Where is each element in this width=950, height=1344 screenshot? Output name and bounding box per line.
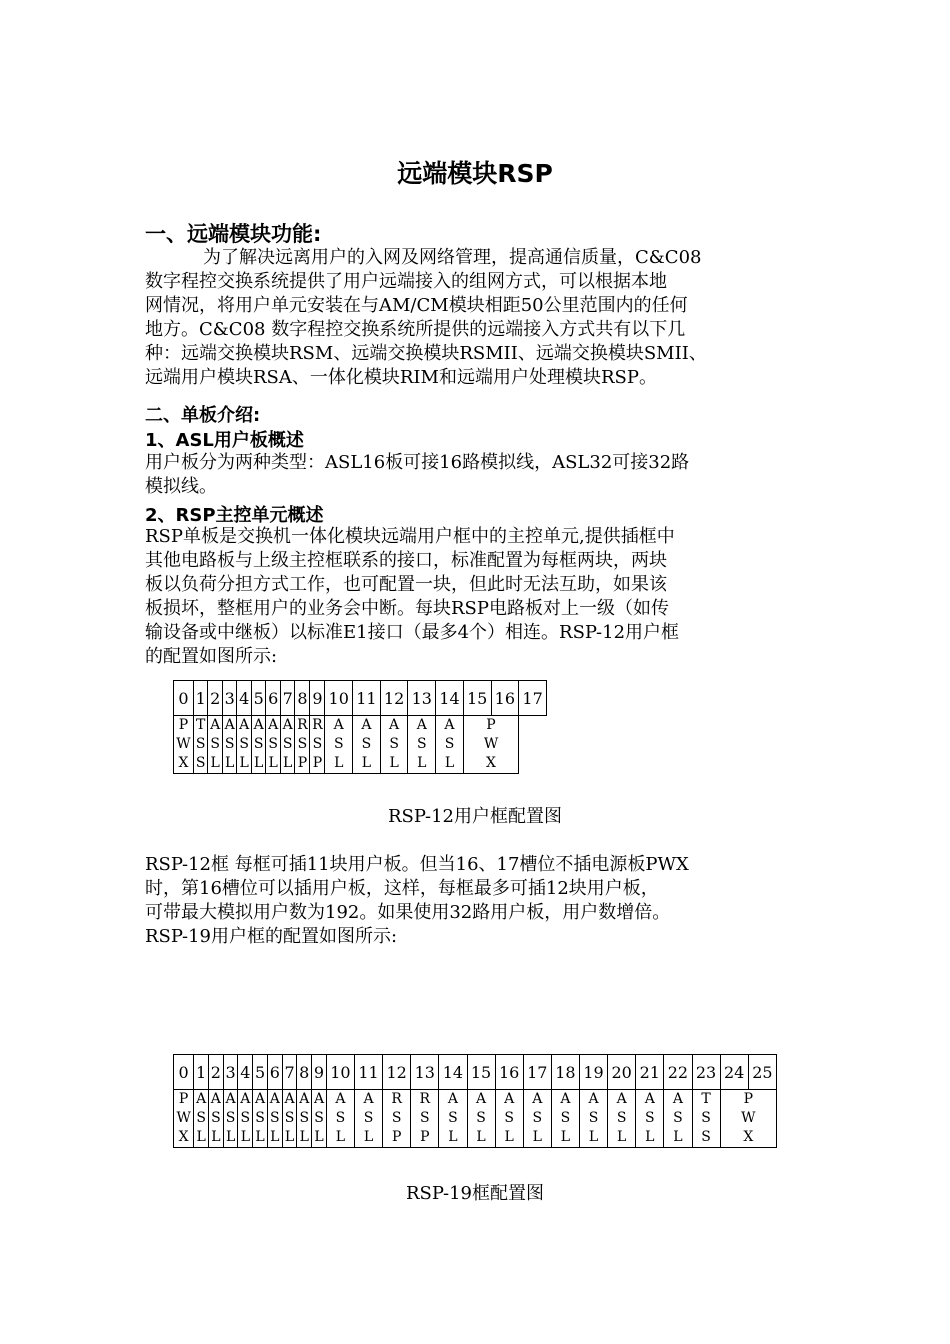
board-type-cell [237,716,252,774]
board-type-cell [223,1090,238,1148]
text-line: 输设备或中继板）以标准E1接口（最多4个）相连。RSP-12用户框 [145,622,680,643]
slot-number: 10 [325,681,353,716]
board-type-letter: L [417,755,427,771]
board-type-letter: L [361,755,372,771]
board-type-letter: P [420,1129,430,1145]
slot-number: 17 [519,681,547,716]
board-type-cell [580,1090,608,1148]
board-type-letter: L [196,1129,206,1145]
board-type-letter: A [560,1091,571,1107]
board-type-cell [282,1090,297,1148]
board-type-letter: A [210,717,221,733]
text-line: 远端用户模块RSA、一体化模块RIM和远端用户处理模块RSP。 [145,367,657,388]
board-type-cell [664,1090,692,1148]
board-type-letter: R [297,717,308,733]
board-type-letter: A [225,1091,236,1107]
board-type-letter: L [363,1129,374,1145]
slot-number: 9 [312,1055,327,1090]
board-type-letter: A [313,1091,325,1107]
rsp12-slot-table [173,680,547,774]
board-type-letter: S [284,1110,295,1126]
board-type-cell [551,1090,579,1148]
board-type-letter: S [532,1110,543,1126]
board-type-letter: S [335,1110,346,1126]
text-line: 用户板分为两种类型：ASL16板可接16路模拟线，ASL32可接32路 [145,452,690,473]
board-type-letter: A [447,1091,458,1107]
board-type-letter: S [391,1110,402,1126]
slot-number: 0 [174,681,194,716]
board-type-letter: S [195,755,206,771]
board-type-letter: S [560,1110,571,1126]
board-type-letter: L [645,1129,655,1145]
slot-number: 23 [692,1055,720,1090]
board-type-letter: S [389,736,399,752]
slot-number: 9 [310,681,325,716]
board-type-letter: A [239,717,250,733]
board-type-letter: L [617,1129,627,1145]
board-type-letter: S [645,1110,655,1126]
board-type-cell [295,716,310,774]
board-type-letter: S [239,736,249,752]
board-type-cell [174,1090,194,1148]
text-line: 其他电路板与上级主控框联系的接口，标准配置为每框两块，两块 [145,550,667,571]
board-type-letter: S [270,1110,280,1126]
slot-number: 7 [280,681,295,716]
text-line: 的配置如图所示: [145,646,278,667]
board-type-letter: A [240,1091,251,1107]
slot-number: 24 [720,1055,748,1090]
board-type-letter: A [224,717,235,733]
board-type-cell [408,716,436,774]
text-line: 地方。C&C08 数字程控交换系统所提供的远端接入方式共有以下几 [145,319,686,340]
board-type-letter: R [391,1091,402,1107]
board-type-letter: P [312,755,323,771]
slot-number-row [174,1055,777,1090]
board-type-cell [297,1090,312,1148]
board-type-cell [310,716,325,774]
board-type-letter: S [673,1110,683,1126]
board-type-letter: L [225,1129,236,1145]
slot-number: 21 [636,1055,664,1090]
board-type-letter: A [363,1091,374,1107]
slot-number: 16 [495,1055,523,1090]
board-type-letter: S [211,1110,221,1126]
board-type-letter: L [284,1129,295,1145]
section-heading-functions: 一、远端模块功能: [145,222,322,246]
board-type-letter: S [420,1110,430,1126]
slot-number: 1 [194,1055,209,1090]
subheading-asl: 1、ASL用户板概述 [145,430,304,451]
board-type-letter: S [224,736,235,752]
board-type-letter: A [588,1091,599,1107]
board-type-letter: P [178,1091,189,1107]
board-type-letter: S [196,1110,206,1126]
board-type-letter: L [334,755,344,771]
board-type-letter: W [176,1110,191,1126]
slot-number: 5 [251,681,266,716]
board-type-cell [636,1090,664,1148]
board-type-letter: S [297,736,308,752]
board-type-letter: A [532,1091,543,1107]
slot-number: 19 [580,1055,608,1090]
board-type-letter: W [741,1110,756,1126]
board-type-cell [266,716,281,774]
board-type-letter: A [444,717,455,733]
board-type-letter: A [416,717,427,733]
text-line: RSP-19用户框的配置如图所示: [145,926,398,947]
board-type-cell [222,716,237,774]
board-type-cell [355,1090,383,1148]
text-line: 网情况，将用户单元安装在与AM/CM模块相距50公里范围内的任何 [145,295,688,316]
board-type-cell [692,1090,720,1148]
board-type-letter: S [444,736,455,752]
board-type-letter: L [255,1129,265,1145]
board-type-cell [467,1090,495,1148]
board-type-letter: S [448,1110,458,1126]
board-type-letter: L [476,1129,486,1145]
board-type-cell [325,716,353,774]
board-type-letter: P [743,1091,754,1107]
board-type-letter: S [588,1110,599,1126]
board-type-letter: L [532,1129,542,1145]
board-type-letter: S [476,1110,486,1126]
board-type-letter: L [254,755,264,771]
text-line: 板以负荷分担方式工作，也可配置一块，但此时无法互助，如果该 [145,574,667,595]
board-type-letter: W [483,736,499,752]
slot-number: 18 [551,1055,579,1090]
board-type-letter: A [284,1091,295,1107]
board-type-letter: X [178,1129,189,1145]
slot-number: 4 [238,1055,253,1090]
board-type-cell [523,1090,551,1148]
board-type-letter: A [253,717,264,733]
slot-number: 2 [208,681,223,716]
board-type-letter: T [701,1091,711,1107]
slot-number: 11 [353,681,381,716]
slot-number: 8 [297,1055,312,1090]
board-type-cell [194,1090,209,1148]
board-type-letter: L [673,1129,683,1145]
board-type-letter: S [363,1110,374,1126]
board-type-letter: S [299,1110,310,1126]
board-type-letter: L [211,1129,221,1145]
slot-number: 5 [253,1055,268,1090]
board-type-letter: L [270,1129,280,1145]
board-type-letter: P [297,755,308,771]
slot-number: 1 [193,681,208,716]
board-type-letter: S [616,1110,627,1126]
text-line: 种：远端交换模块RSM、远端交换模块RSMII、远端交换模块SMII、 [145,343,707,364]
board-type-cell [353,716,381,774]
board-type-letter: T [196,717,206,733]
slot-number: 15 [463,681,491,716]
board-type-letter: S [333,736,344,752]
board-type-letter: L [299,1129,309,1145]
slot-number: 13 [411,1055,439,1090]
slot-number: 20 [608,1055,636,1090]
slot-number: 13 [408,681,436,716]
board-type-cell [251,716,266,774]
slot-number: 8 [295,681,310,716]
board-type-letter: L [389,755,399,771]
board-type-cell [411,1090,439,1148]
slot-number: 10 [326,1055,354,1090]
paragraph-rsp12 [145,853,807,949]
slot-number: 3 [222,681,237,716]
slot-number: 2 [209,1055,224,1090]
board-type-letter: S [314,1110,324,1126]
board-type-letter: A [616,1091,627,1107]
slot-number: 22 [664,1055,692,1090]
board-type-letter: S [312,736,323,752]
board-type-letter: A [476,1091,487,1107]
board-type-letter: L [504,1129,514,1145]
board-type-letter: S [504,1110,514,1126]
board-type-letter: S [417,736,427,752]
slot-number: 11 [355,1055,383,1090]
board-type-letter: X [486,755,496,771]
board-type-letter: A [389,717,400,733]
rsp19-caption: RSP-19框配置图 [406,1183,544,1204]
board-type-letter: A [644,1091,655,1107]
board-type-cell [608,1090,636,1148]
slot-number: 12 [380,681,408,716]
board-type-cell [209,1090,224,1148]
board-type-letter: S [361,736,372,752]
board-type-letter: L [444,755,455,771]
slot-number: 7 [282,1055,297,1090]
board-type-cell [238,1090,253,1148]
board-type-cell [383,1090,411,1148]
text-line: 可带最大模拟用户数为192。如果使用32路用户板，用户数增倍。 [145,902,671,923]
slot-number: 3 [223,1055,238,1090]
board-type-letter: S [701,1129,711,1145]
slot-number: 12 [383,1055,411,1090]
board-type-cell [208,716,223,774]
board-type-letter: A [672,1091,683,1107]
board-type-row [174,1090,777,1148]
board-type-letter: S [253,736,264,752]
slot-number: 4 [237,681,252,716]
board-type-letter: L [448,1129,458,1145]
board-type-letter: A [196,1091,207,1107]
paragraph-asl [145,451,807,499]
board-type-letter: S [195,736,206,752]
board-type-letter: A [282,717,293,733]
board-type-letter: X [178,755,189,771]
board-type-letter: P [391,1129,402,1145]
paragraph-functions [145,246,807,390]
board-type-cell [253,1090,268,1148]
board-type-letter: S [240,1110,251,1126]
slot-number: 14 [439,1055,467,1090]
board-type-letter: A [268,717,279,733]
page-title: 远端模块RSP [397,159,553,188]
board-type-letter: L [588,1129,599,1145]
rsp12-caption: RSP-12用户框配置图 [388,806,562,827]
board-type-letter: S [268,736,278,752]
board-type-letter: A [299,1091,310,1107]
board-type-letter: A [333,717,344,733]
board-type-cell [312,1090,327,1148]
board-type-letter: L [210,755,220,771]
text-line: 板损坏，整框用户的业务会中断。每块RSP电路板对上一级（如传 [145,598,669,619]
board-type-letter: P [486,717,496,733]
board-type-letter: S [701,1110,711,1126]
board-type-letter: L [268,755,278,771]
board-type-cell [280,716,295,774]
board-type-cell [174,716,194,774]
slot-number: 6 [266,681,281,716]
board-type-cell [436,716,464,774]
board-type-letter: A [361,717,372,733]
text-line: RSP单板是交换机一体化模块远端用户框中的主控单元,提供插框中 [145,526,675,547]
board-type-letter: S [210,736,220,752]
board-type-letter: R [312,717,323,733]
board-type-letter: L [560,1129,571,1145]
section-heading-boards: 二、单板介绍: [145,405,261,426]
board-type-cell [267,1090,282,1148]
text-line: RSP-12框 每框可插11块用户板。但当16、17槽位不插电源板PWX [145,854,689,875]
board-type-letter: L [335,1129,346,1145]
text-line: 时，第16槽位可以插用户板，这样，每框最多可插12块用户板， [145,878,659,899]
slot-number: 0 [174,1055,194,1090]
slot-number: 6 [267,1055,282,1090]
board-type-letter: X [743,1129,754,1145]
board-type-letter: L [225,755,235,771]
board-type-cell [380,716,408,774]
board-type-letter: P [178,717,189,733]
paragraph-rsp [145,525,807,669]
rsp19-slot-table [173,1054,777,1148]
board-type-cell [439,1090,467,1148]
slot-number: 25 [748,1055,776,1090]
board-type-letter: L [239,755,249,771]
slot-number: 17 [523,1055,551,1090]
slot-number-row [174,681,547,716]
slot-number: 15 [467,1055,495,1090]
slot-number: 16 [491,681,519,716]
board-type-letter: A [504,1091,515,1107]
board-type-letter: A [255,1091,266,1107]
board-type-cell [495,1090,523,1148]
board-type-cell [193,716,208,774]
board-type-letter: W [176,736,191,752]
text-line: 模拟线。 [145,476,217,497]
board-type-row [174,716,547,774]
slot-number: 14 [436,681,464,716]
board-type-letter: A [335,1091,346,1107]
board-type-letter: L [314,1129,324,1145]
text-line: 数字程控交换系统提供了用户远端接入的组网方式，可以根据本地 [145,271,667,292]
board-type-letter: S [225,1110,236,1126]
board-type-letter: L [240,1129,250,1145]
text-line: 为了解决远离用户的入网及网络管理，提高通信质量，C&C08 [203,247,702,268]
board-type-letter: R [419,1091,431,1107]
subheading-rsp: 2、RSP主控单元概述 [145,505,324,526]
board-type-cell [720,1090,776,1148]
board-type-letter: A [269,1091,280,1107]
board-type-cell [463,716,518,774]
board-type-cell [326,1090,354,1148]
board-type-letter: L [283,755,293,771]
board-type-letter: S [255,1110,265,1126]
board-type-letter: S [282,736,293,752]
board-type-letter: A [210,1091,221,1107]
